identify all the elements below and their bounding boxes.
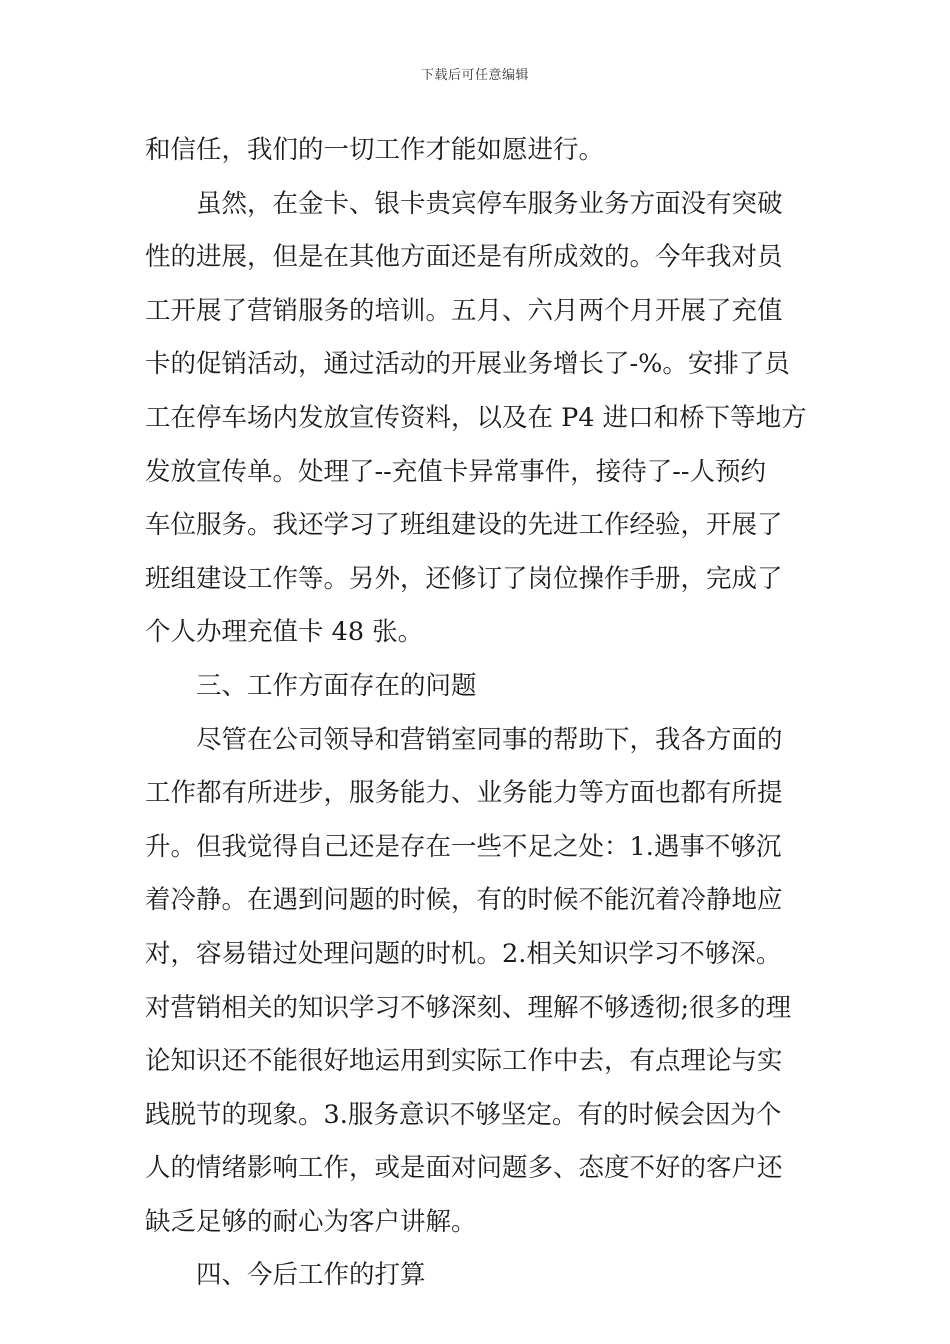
paragraph-line: 发放宣传单。处理了--充值卡异常事件，接待了--人预约: [145, 456, 766, 487]
paragraph-line: 工作都有所进步，服务能力、业务能力等方面也都有所提: [145, 778, 783, 809]
paragraph-line: 对，容易错过处理问题的时机。2.相关知识学习不够深。: [145, 938, 782, 969]
paragraph-line: 卡的促销活动，通过活动的开展业务增长了-%。安排了员: [145, 349, 790, 380]
paragraph-line: 论知识还不能很好地运用到实际工作中去，有点理论与实: [145, 1046, 783, 1077]
paragraph-line: 升。但我觉得自己还是存在一些不足之处：1.遇事不够沉: [145, 831, 782, 862]
paragraph-line: 践脱节的现象。3.服务意识不够坚定。有的时候会因为个: [145, 1099, 782, 1130]
paragraph-line: 尽管在公司领导和营销室同事的帮助下，我各方面的: [196, 724, 783, 755]
paragraph-line: 虽然，在金卡、银卡贵宾停车服务业务方面没有突破: [196, 188, 783, 219]
paragraph-line: 缺乏足够的耐心为客户讲解。: [145, 1206, 477, 1237]
paragraph-line: 车位服务。我还学习了班组建设的先进工作经验，开展了: [145, 510, 783, 541]
page-header-note: 下载后可任意编辑: [420, 68, 529, 83]
section-heading: 三、工作方面存在的问题: [196, 670, 477, 701]
paragraph-line: 工在停车场内发放宣传资料，以及在 P4 进口和桥下等地方: [145, 402, 807, 433]
paragraph-line: 着冷静。在遇到问题的时候，有的时候不能沉着冷静地应: [145, 885, 783, 916]
paragraph-line: 和信任，我们的一切工作才能如愿进行。: [145, 135, 605, 165]
paragraph-line: 人的情绪影响工作，或是面对问题多、态度不好的客户还: [145, 1153, 783, 1184]
paragraph-line: 工开展了营销服务的培训。五月、六月两个月开展了充值: [145, 295, 783, 326]
paragraph-line: 个人办理充值卡 48 张。: [145, 617, 424, 648]
paragraph-line: 性的进展，但是在其他方面还是有所成效的。今年我对员: [145, 242, 783, 273]
paragraph-line: 对营销相关的知识学习不够深刻、理解不够透彻;很多的理: [145, 992, 792, 1023]
paragraph-line: 班组建设工作等。另外，还修订了岗位操作手册，完成了: [145, 563, 783, 594]
document-body: [145, 124, 807, 1303]
section-heading: 四、今后工作的打算: [196, 1260, 426, 1291]
